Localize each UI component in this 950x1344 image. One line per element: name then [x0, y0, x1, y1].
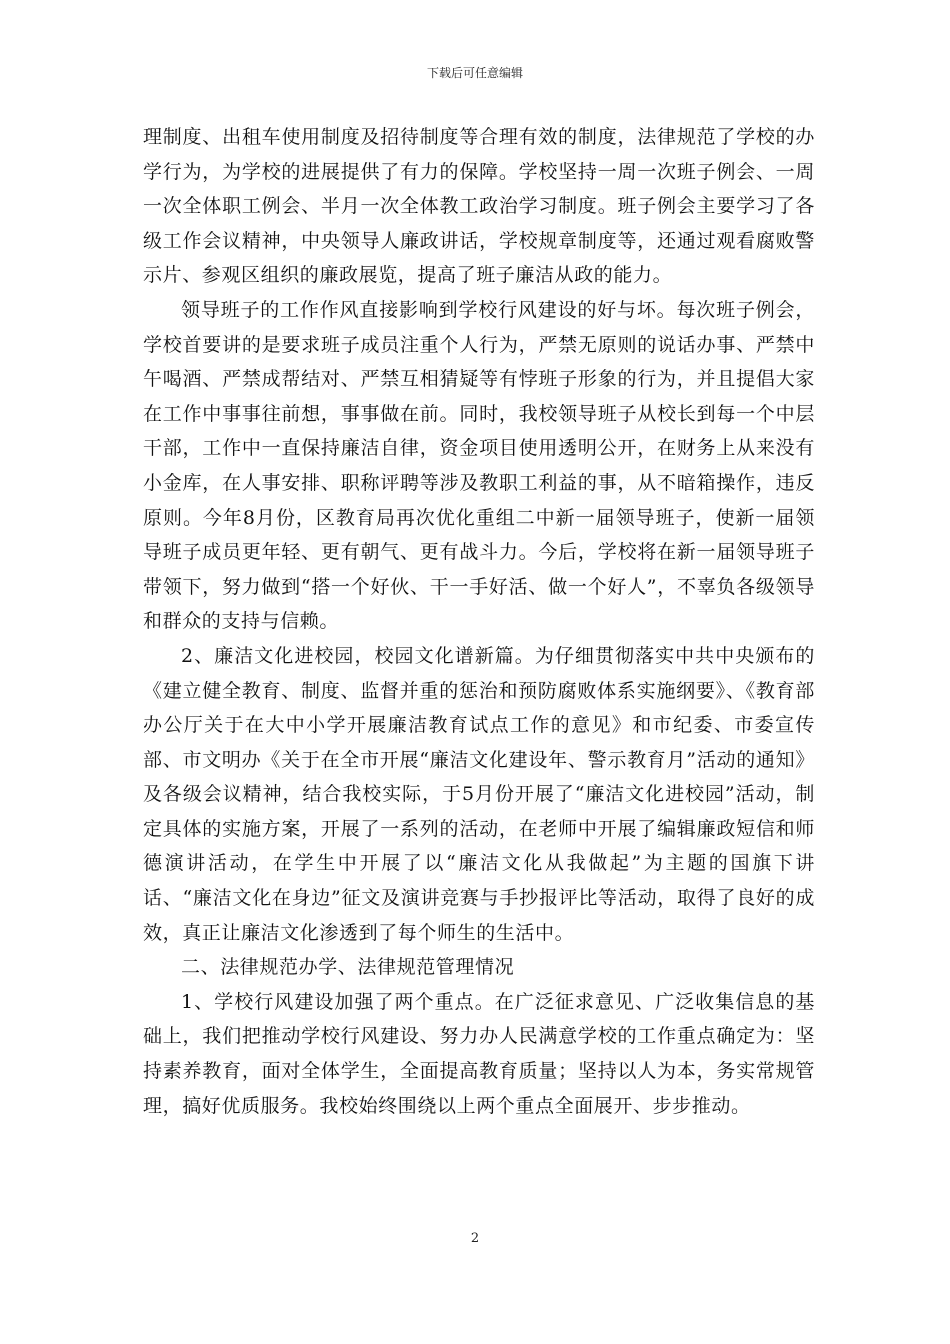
paragraph-1: 理制度、出租车使用制度及招待制度等合理有效的制度，法律规范了学校的办学行为，为学校的进展提供了有力的保障。学校坚持一周一次班子例会、一周一次全体职工例会、半月一次全体教工政治学习制度。班子例会主要学习了各级工作会议精神，中央领导人廉政讲话，学校规章制度等，还通过观看腐败警示片、参观区组织的廉政展览，提高了班子廉洁从政的能力。 [143, 126, 815, 287]
document-body [143, 120, 815, 1123]
page-number: 2 [470, 1231, 480, 1246]
paragraph-2: 领导班子的工作作风直接影响到学校行风建设的好与坏。每次班子例会，学校首要讲的是要求班子成员注重个人行为，严禁无原则的说话办事、严禁中午喝酒、严禁成帮结对、严禁互相猜疑等有悖班子形象的行为，并且提倡大家在工作中事事往前想，事事做在前。同时，我校领导班子从校长到每一个中层干部，工作中一直保持廉洁自律，资金项目使用透明公开，在财务上从来没有小金库，在人事安排、职称评聘等涉及教职工利益的事，从不暗箱操作，违反原则。今年8月份，区教育局再次优化重组二中新一届领导班子，使新一届领导班子成员更年轻、更有朝气、更有战斗力。今后，学校将在新一届领导班子带领下，努力做到“搭一个好伙、干一手好活、做一个好人”，不辜负各级领导和群众的支持与信赖。 [143, 298, 815, 633]
paragraph-5: 1、学校行风建设加强了两个重点。在广泛征求意见、广泛收集信息的基础上，我们把推动学校行风建设、努力办人民满意学校的工作重点确定为：坚持素养教育，面对全体学生，全面提高教育质量；坚持以人为本，务实常规管理，搞好优质服务。我校始终围绕以上两个重点全面展开、步步推动。 [143, 990, 815, 1117]
section-heading: 二、法律规范办学、法律规范管理情况 [181, 956, 515, 979]
paragraph-3: 2、廉洁文化进校园，校园文化谱新篇。为仔细贯彻落实中共中央颁布的《建立健全教育、制度、监督并重的惩治和预防腐败体系实施纲要》、《教育部办公厅关于在大中小学开展廉洁教育试点工作的意见》和市纪委、市委宣传部、市文明办《关于在全市开展“廉洁文化建设年、警示教育月”活动的通知》及各级会议精神，结合我校实际，于5月份开展了“廉洁文化进校园”活动，制定具体的实施方案，开展了一系列的活动，在老师中开展了编辑廉政短信和师德演讲活动，在学生中开展了以“廉洁文化从我做起”为主题的国旗下讲话、“廉洁文化在身边”征文及演讲竞赛与手抄报评比等活动，取得了良好的成效，真正让廉洁文化渗透到了每个师生的生活中。 [143, 644, 815, 944]
page-header: 下载后可任意编辑 [426, 66, 523, 80]
